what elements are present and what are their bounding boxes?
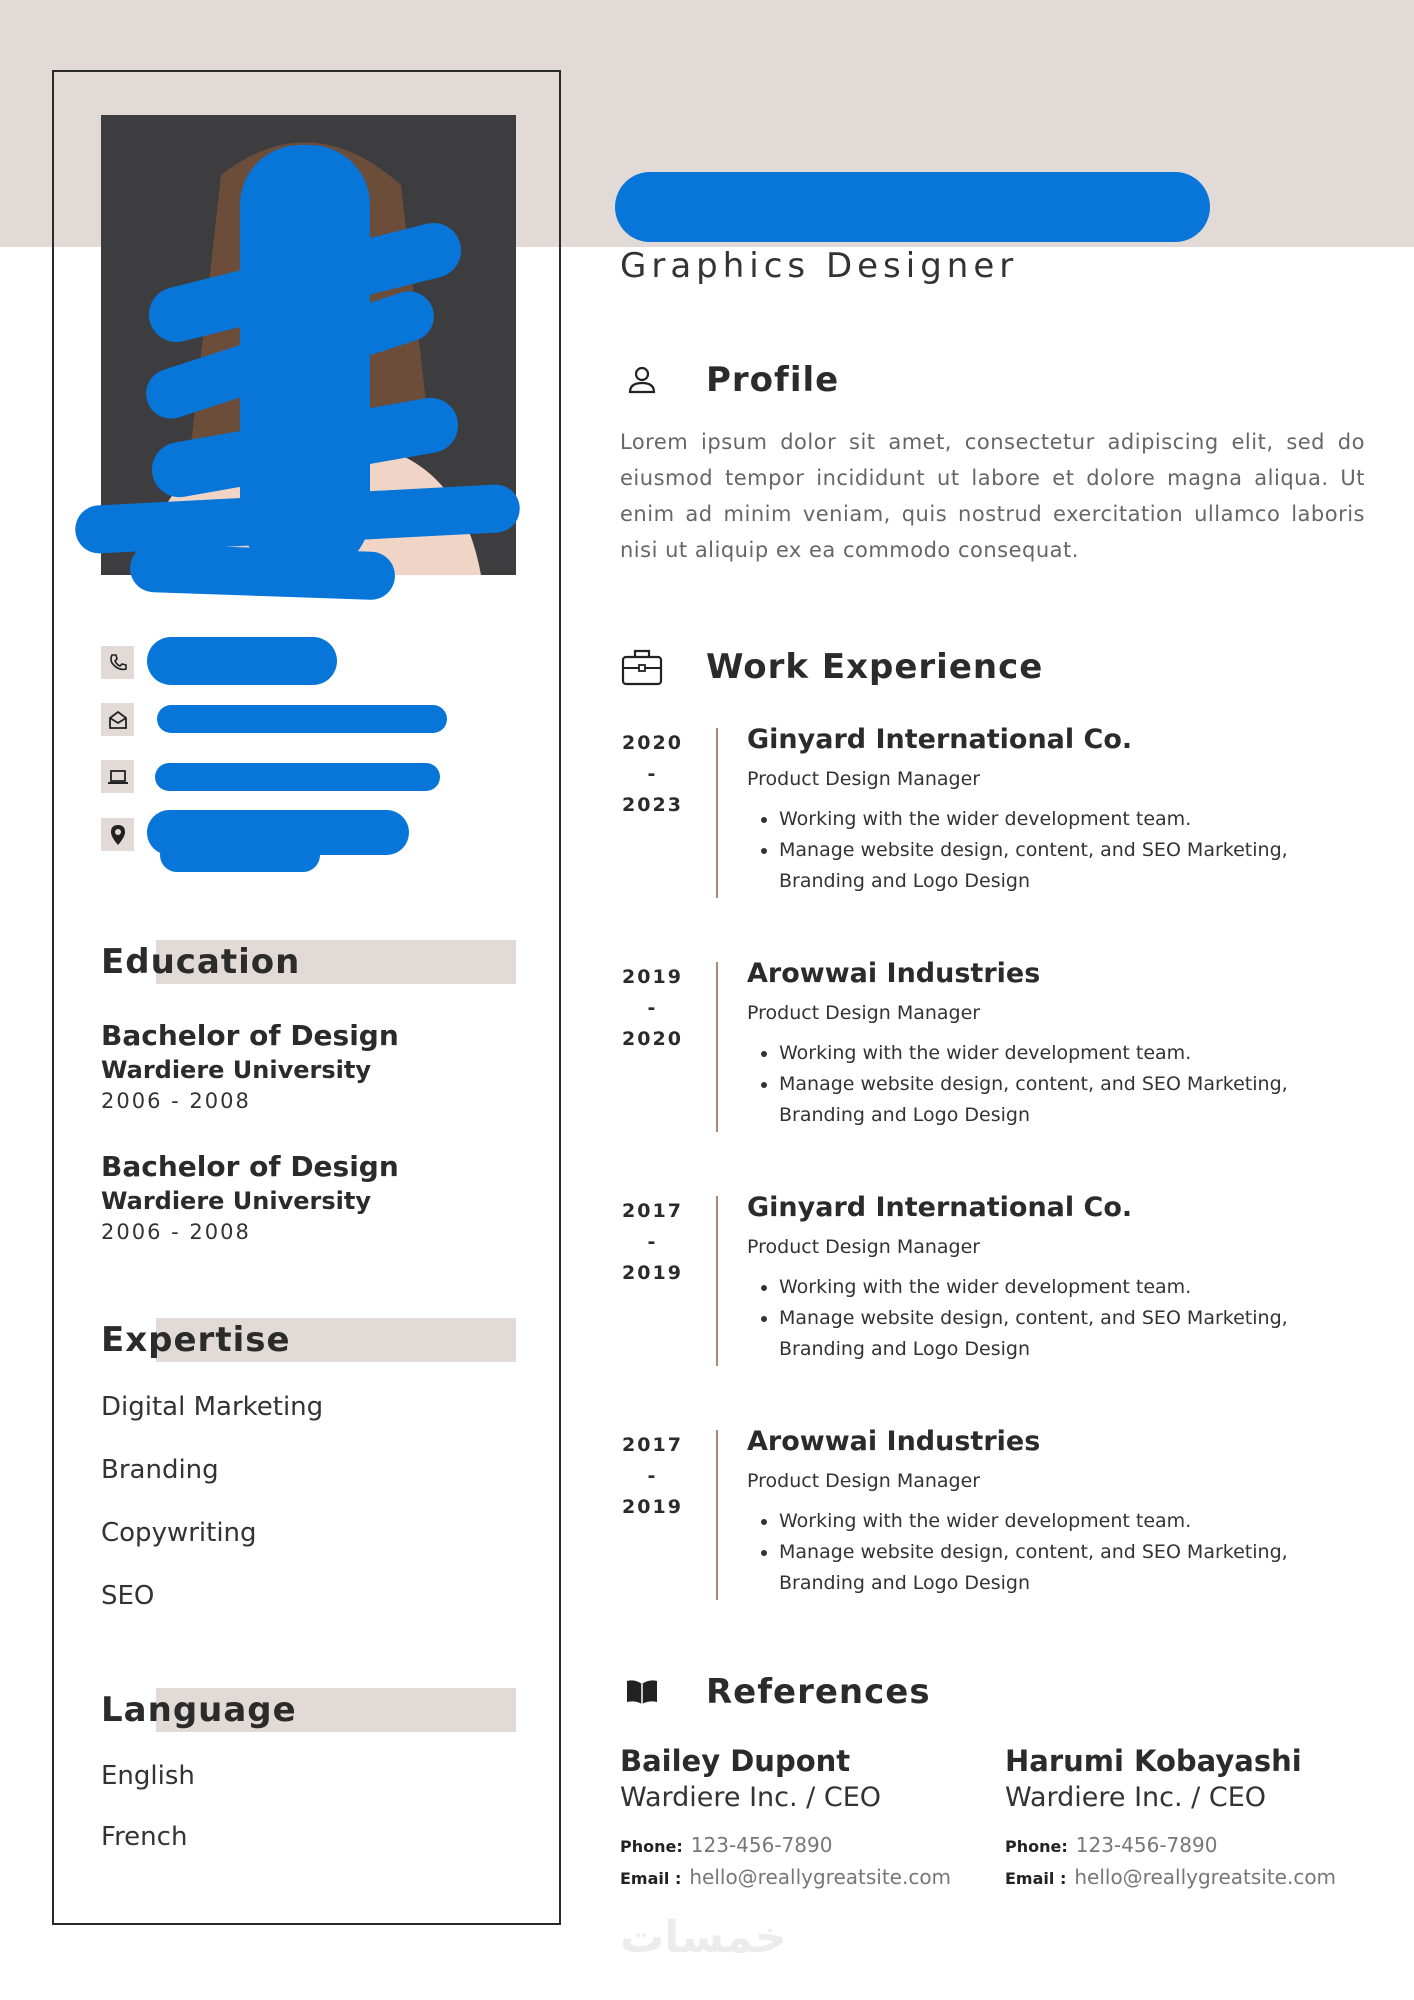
contact-phone-row <box>101 646 134 679</box>
expertise-item: Branding <box>101 1455 219 1485</box>
references-heading: References <box>706 1672 931 1712</box>
education-heading-text: Education <box>101 942 301 982</box>
job-role: Product Design Manager <box>747 1002 981 1024</box>
reference-email: hello@reallygreatsite.com <box>689 1865 952 1889</box>
job-end-year: 2023 <box>622 794 683 816</box>
job-dates <box>620 1430 685 1523</box>
job-bullets <box>747 1272 1339 1365</box>
job-end-year: 2019 <box>622 1496 683 1518</box>
language-heading <box>101 1688 516 1732</box>
job-end-year: 2020 <box>622 1028 683 1050</box>
redacted-address <box>160 838 320 872</box>
reference-company: Wardiere Inc. / CEO <box>1005 1782 1267 1813</box>
job-role: Product Design Manager <box>747 768 981 790</box>
reference-phone-line <box>1005 1830 1336 1862</box>
redacted-name <box>615 172 1210 242</box>
contact-email-row <box>101 703 134 736</box>
expertise-item: Digital Marketing <box>101 1392 324 1422</box>
reference-name: Bailey Dupont <box>620 1744 851 1778</box>
contact-address-row <box>101 818 134 851</box>
language-heading-text: Language <box>101 1690 297 1730</box>
job-end-year: 2019 <box>622 1262 683 1284</box>
education-item <box>101 1018 399 1116</box>
job-bullets <box>747 1038 1339 1131</box>
job-company: Arowwai Industries <box>747 958 1041 989</box>
expertise-item: SEO <box>101 1581 155 1611</box>
job-bullet: • Manage website design, content, and SEO Marketing, Branding and Logo Design <box>779 1069 1339 1131</box>
book-icon <box>620 1670 664 1714</box>
expertise-heading <box>101 1318 516 1362</box>
reference-email-line <box>1005 1862 1336 1894</box>
phone-icon <box>101 646 134 679</box>
reference-email: hello@reallygreatsite.com <box>1074 1865 1337 1889</box>
job-start-year: 2019 <box>622 966 683 988</box>
job-bullet: • Working with the wider development team. <box>779 1506 1339 1537</box>
education-heading <box>101 940 516 984</box>
work-heading: Work Experience <box>706 647 1044 687</box>
redaction-mark <box>129 543 396 600</box>
job-date-separator: - <box>647 763 658 785</box>
expertise-heading-text: Expertise <box>101 1320 291 1360</box>
job-date-separator: - <box>647 1231 658 1253</box>
timeline-line <box>716 728 718 898</box>
job-dates <box>620 962 685 1055</box>
job-role: Product Design Manager <box>747 1236 981 1258</box>
watermark: خمسات <box>620 1912 787 1963</box>
redacted-website <box>155 763 440 791</box>
profile-section-heading <box>620 358 839 402</box>
reference-email-line <box>620 1862 951 1894</box>
job-start-year: 2017 <box>622 1200 683 1222</box>
email-label: Email : <box>1005 1869 1067 1888</box>
job-bullet: • Working with the wider development team. <box>779 804 1339 835</box>
timeline-line <box>716 962 718 1132</box>
job-company: Arowwai Industries <box>747 1426 1041 1457</box>
reference-phone: 123-456-7890 <box>1075 1833 1218 1857</box>
redacted-email <box>157 705 447 733</box>
degree: Bachelor of Design <box>101 1150 399 1183</box>
email-label: Email : <box>620 1869 682 1888</box>
job-company: Ginyard International Co. <box>747 724 1133 755</box>
job-bullets <box>747 804 1339 897</box>
job-start-year: 2020 <box>622 732 683 754</box>
reference-name: Harumi Kobayashi <box>1005 1744 1302 1778</box>
profile-text: Lorem ipsum dolor sit amet, consectetur adipiscing elit, sed do eiusmod tempor incididunt ut labore et dolore magna aliqua. Ut enim ad minim veniam, quis nostrud exercitation ullamco laboris nisi ut aliquip ex ea commodo consequat. <box>620 430 1365 562</box>
job-date-separator: - <box>647 1465 658 1487</box>
degree: Bachelor of Design <box>101 1019 399 1052</box>
education-item <box>101 1149 399 1247</box>
job-start-year: 2017 <box>622 1434 683 1456</box>
laptop-icon <box>101 760 134 793</box>
job-entry <box>620 724 1380 908</box>
language-item: English <box>101 1761 195 1791</box>
school: Wardiere University <box>101 1056 371 1084</box>
reference-card <box>620 1742 951 1894</box>
years: 2006 - 2008 <box>101 1220 251 1244</box>
language-item: French <box>101 1822 188 1852</box>
job-bullet: • Manage website design, content, and SEO Marketing, Branding and Logo Design <box>779 1303 1339 1365</box>
job-entry <box>620 958 1380 1142</box>
job-role: Product Design Manager <box>747 1470 981 1492</box>
timeline-line <box>716 1430 718 1600</box>
redacted-phone <box>147 637 337 685</box>
mail-icon <box>101 703 134 736</box>
job-bullet: • Working with the wider development team. <box>779 1272 1339 1303</box>
briefcase-icon <box>620 645 664 689</box>
profile-heading: Profile <box>706 360 840 400</box>
job-company: Ginyard International Co. <box>747 1192 1133 1223</box>
work-section-heading <box>620 645 1043 689</box>
job-bullet: • Working with the wider development team. <box>779 1038 1339 1069</box>
job-bullet: • Manage website design, content, and SEO Marketing, Branding and Logo Design <box>779 835 1339 897</box>
job-entry <box>620 1192 1380 1376</box>
location-pin-icon <box>101 818 134 851</box>
job-bullet: • Manage website design, content, and SEO Marketing, Branding and Logo Design <box>779 1537 1339 1599</box>
expertise-item: Copywriting <box>101 1518 257 1548</box>
phone-label: Phone: <box>620 1837 683 1856</box>
job-bullets <box>747 1506 1339 1599</box>
job-date-separator: - <box>647 997 658 1019</box>
job-dates <box>620 728 685 821</box>
reference-phone: 123-456-7890 <box>690 1833 833 1857</box>
job-title: Graphics Designer <box>620 246 1019 286</box>
job-dates <box>620 1196 685 1289</box>
user-icon <box>620 358 664 402</box>
references-section-heading <box>620 1670 931 1714</box>
reference-phone-line <box>620 1830 951 1862</box>
timeline-line <box>716 1196 718 1366</box>
reference-company: Wardiere Inc. / CEO <box>620 1782 882 1813</box>
school: Wardiere University <box>101 1187 371 1215</box>
phone-label: Phone: <box>1005 1837 1068 1856</box>
reference-card <box>1005 1742 1336 1894</box>
job-entry <box>620 1426 1380 1610</box>
years: 2006 - 2008 <box>101 1089 251 1113</box>
contact-website-row <box>101 760 134 793</box>
